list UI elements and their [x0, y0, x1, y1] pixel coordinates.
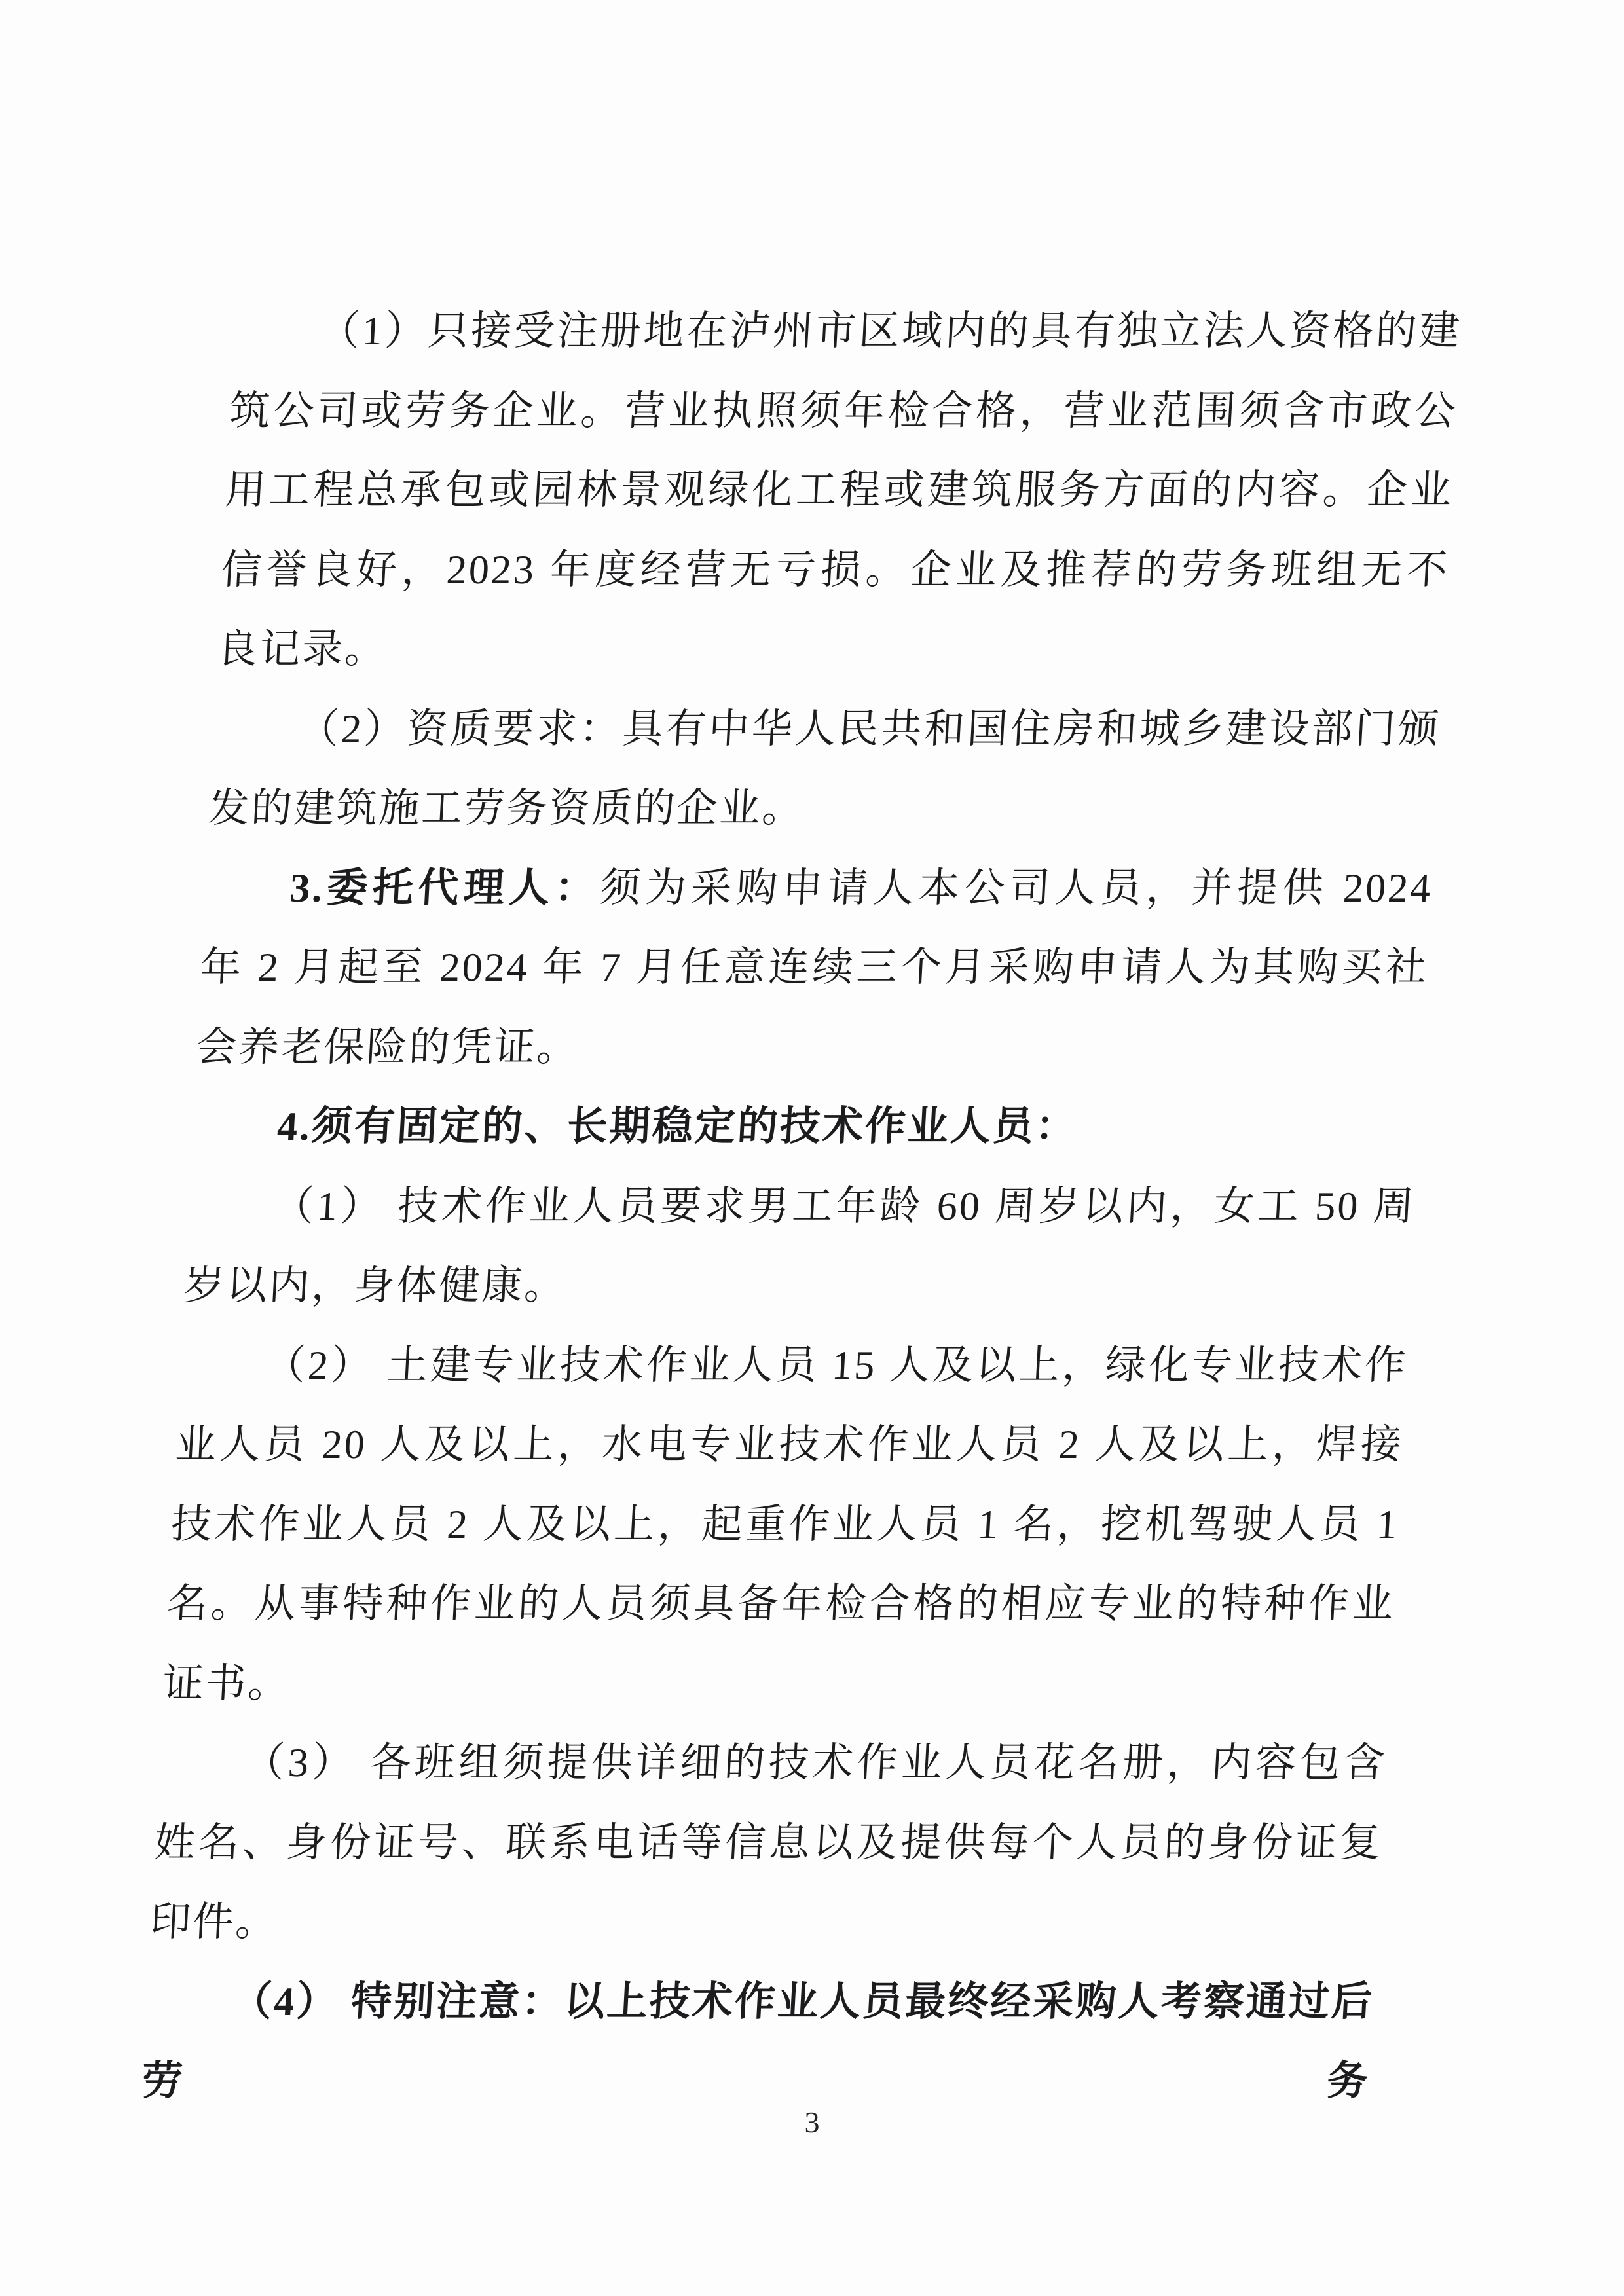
text-line — [157, 1724, 1388, 1804]
text-line — [227, 372, 1459, 452]
body-text: （1）只接受注册地在泸州市区域内的具有独立法人资格的建 — [318, 309, 1463, 354]
text-line — [206, 769, 1438, 849]
body-text: 年 2 月起至 2024 年 7 月任意连续三个月采购申请人为其购买社 — [199, 945, 1430, 990]
text-line — [223, 451, 1455, 531]
body-text: 须为采购申请人本公司人员，并提供 2024 — [599, 866, 1434, 911]
text-line — [141, 1963, 1376, 2104]
body-text: 姓名、身份证号、联系电话等信息以及提供每个人员的身份证复 — [153, 1820, 1384, 1865]
body-text: （2） 土建专业技术作业人员 15 人及以上，绿化专业技术作 — [263, 1343, 1409, 1388]
body-text: （2）资质要求：具有中华人民共和国住房和城乡建设部门颁 — [297, 706, 1442, 752]
text-line — [186, 1167, 1418, 1247]
text-line — [181, 1247, 1413, 1326]
body-text: 信誉良好，2023 年度经营无亏损。企业及推荐的劳务班组无不 — [220, 547, 1450, 592]
text-line — [169, 1485, 1401, 1565]
body-text: 筑公司或劳务企业。营业执照须年检合格，营业范围须含市政公 — [228, 388, 1459, 433]
text-line — [202, 849, 1434, 929]
page-number: 3 — [804, 2105, 820, 2139]
text-line — [194, 1008, 1426, 1088]
text-line — [153, 1804, 1384, 1884]
body-text: 业人员 20 人及以上，水电专业技术作业人员 2 人及以上，焊接 — [174, 1423, 1405, 1467]
text-line — [160, 1645, 1392, 1724]
text-line — [215, 610, 1447, 690]
body-text: 名。从事特种作业的人员须具备年检合格的相应专业的特种作业 — [166, 1582, 1396, 1626]
text-line — [148, 1883, 1380, 1963]
emphasis-text: 3.委托代理人： — [288, 866, 602, 911]
body-text: 岁以内，身体健康。 — [182, 1264, 568, 1308]
text-line — [174, 1406, 1405, 1485]
text-line — [232, 292, 1464, 372]
text-line — [165, 1565, 1397, 1645]
text-line — [198, 928, 1430, 1008]
emphasis-text: （4） 特别注意：以上技术作业人员最终经采购人考察通过后劳务 — [141, 1979, 1375, 2104]
body-text: （3） 各班组须提供详细的技术作业人员花名册，内容包含 — [242, 1741, 1388, 1785]
text-line — [219, 531, 1451, 611]
emphasis-text: 4.须有固定的、长期稳定的技术作业人员： — [276, 1104, 1079, 1149]
document-body — [141, 292, 1464, 2104]
body-text: 印件。 — [149, 1900, 280, 1944]
body-text: 证书。 — [161, 1661, 292, 1706]
text-line — [177, 1326, 1409, 1406]
text-line — [190, 1087, 1422, 1167]
body-text: 用工程总承包或园林景观绿化工程或建筑服务方面的内容。企业 — [224, 468, 1454, 513]
body-text: 技术作业人员 2 人及以上，起重作业人员 1 名，挖机驾驶人员 1 — [170, 1502, 1401, 1547]
body-text: （1） 技术作业人员要求男工年龄 60 周岁以内，女工 50 周 — [272, 1184, 1417, 1229]
body-text: 会养老保险的凭证。 — [194, 1025, 581, 1070]
body-text: 发的建筑施工劳务资质的企业。 — [207, 786, 806, 831]
body-text: 良记录。 — [215, 627, 389, 672]
text-line — [211, 690, 1443, 770]
